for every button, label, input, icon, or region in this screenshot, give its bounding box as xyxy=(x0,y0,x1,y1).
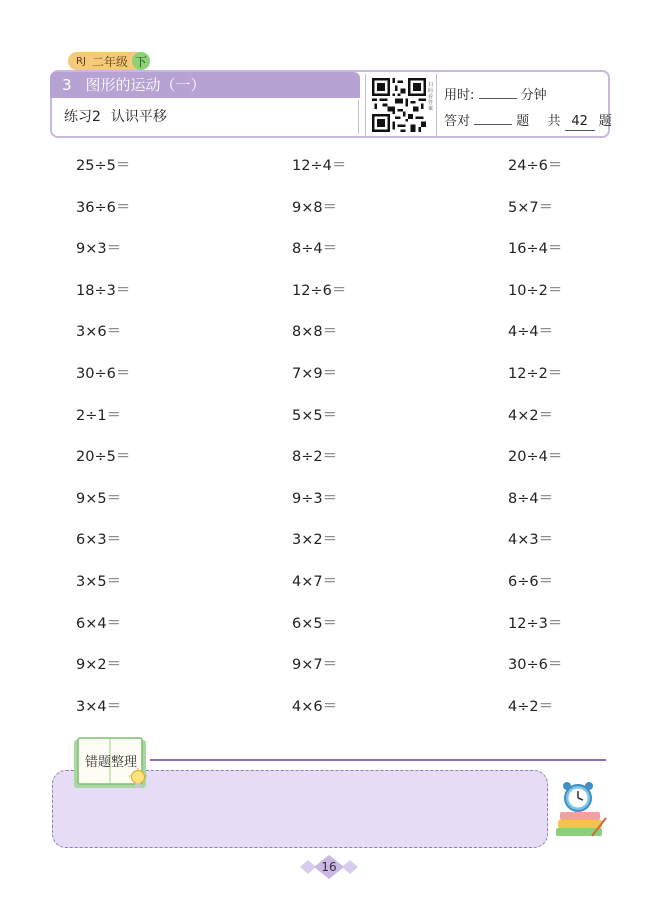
correct-unit: 题 xyxy=(516,114,530,129)
problem: 4÷2＝ xyxy=(508,698,554,715)
total-unit: 题 xyxy=(598,114,612,129)
problem: 6×3＝ xyxy=(76,532,122,549)
problem: 9×7＝ xyxy=(292,657,338,674)
unit-number: 3 xyxy=(62,76,72,94)
problem: 20÷5＝ xyxy=(76,449,131,466)
time-unit: 分钟 xyxy=(520,88,547,103)
problem: 4×7＝ xyxy=(292,574,338,590)
problem: 3×5＝ xyxy=(76,574,122,590)
problem: 8÷4＝ xyxy=(292,241,338,258)
problem: 6×5＝ xyxy=(292,615,338,632)
volume-badge: 下 xyxy=(132,52,150,70)
problem: 4×3＝ xyxy=(508,532,554,549)
problem: 12÷4＝ xyxy=(292,158,347,174)
problem: 12÷3＝ xyxy=(508,615,563,632)
problem: 10÷2＝ xyxy=(508,282,563,299)
lesson-title: 认识平移 xyxy=(110,109,167,125)
problem: 3×4＝ xyxy=(76,698,122,715)
problem: 9×2＝ xyxy=(76,657,122,674)
time-label: 用时: xyxy=(444,88,475,103)
total-count: 42 xyxy=(565,114,595,131)
problem: 7×9＝ xyxy=(292,366,338,382)
problem: 2÷1＝ xyxy=(76,407,122,424)
problem: 6÷6＝ xyxy=(508,574,554,590)
problem: 18÷3＝ xyxy=(76,282,131,299)
lightbulb-icon xyxy=(128,768,148,792)
problem: 4÷4＝ xyxy=(508,324,554,341)
problem: 9×8＝ xyxy=(292,199,338,216)
problem: 12÷2＝ xyxy=(508,366,563,382)
problem: 5×5＝ xyxy=(292,407,338,424)
correct-label: 答对 xyxy=(444,114,471,129)
problem: 30÷6＝ xyxy=(508,657,563,674)
problem: 9×5＝ xyxy=(76,490,122,507)
problem: 16÷4＝ xyxy=(508,241,563,258)
problem: 24÷6＝ xyxy=(508,158,563,174)
unit-title-bar xyxy=(50,72,360,98)
problem: 20÷4＝ xyxy=(508,449,563,466)
problem: 8×8＝ xyxy=(292,324,338,341)
problem: 3×2＝ xyxy=(292,532,338,549)
problem: 4×2＝ xyxy=(508,407,554,424)
problem: 9÷3＝ xyxy=(292,490,338,507)
qr-caption: 扫码看答案 xyxy=(428,82,434,112)
problem: 4×6＝ xyxy=(292,698,338,715)
page-number: 16 xyxy=(321,860,337,874)
problem: 5×7＝ xyxy=(508,199,554,216)
correct-blank[interactable] xyxy=(474,110,512,125)
mistakes-label: 错题整理 xyxy=(84,755,137,770)
lesson-label: 练习2 xyxy=(64,109,101,125)
score-field xyxy=(444,110,612,131)
problem: 3×6＝ xyxy=(76,324,122,341)
problem: 8÷2＝ xyxy=(292,449,338,466)
mistakes-divider xyxy=(150,759,606,761)
qr-code-area xyxy=(365,74,437,136)
unit-title: 图形的运动（一） xyxy=(85,76,206,94)
grade-label: 二年级 xyxy=(91,54,128,69)
time-field xyxy=(444,84,547,103)
alarm-clock-books-icon xyxy=(552,778,608,838)
total-label: 共 xyxy=(547,114,561,129)
grade-tag xyxy=(68,52,150,70)
lesson-row xyxy=(52,100,359,134)
time-blank[interactable] xyxy=(479,84,517,99)
problem: 12÷6＝ xyxy=(292,282,347,299)
problem: 30÷6＝ xyxy=(76,366,131,382)
problem: 25÷5＝ xyxy=(76,158,131,174)
qr-code-icon xyxy=(372,77,426,133)
problem: 36÷6＝ xyxy=(76,199,131,216)
problem: 8÷4＝ xyxy=(508,490,554,507)
problem: 6×4＝ xyxy=(76,615,122,632)
problem: 9×3＝ xyxy=(76,241,122,258)
publisher-code: RJ xyxy=(76,55,86,67)
